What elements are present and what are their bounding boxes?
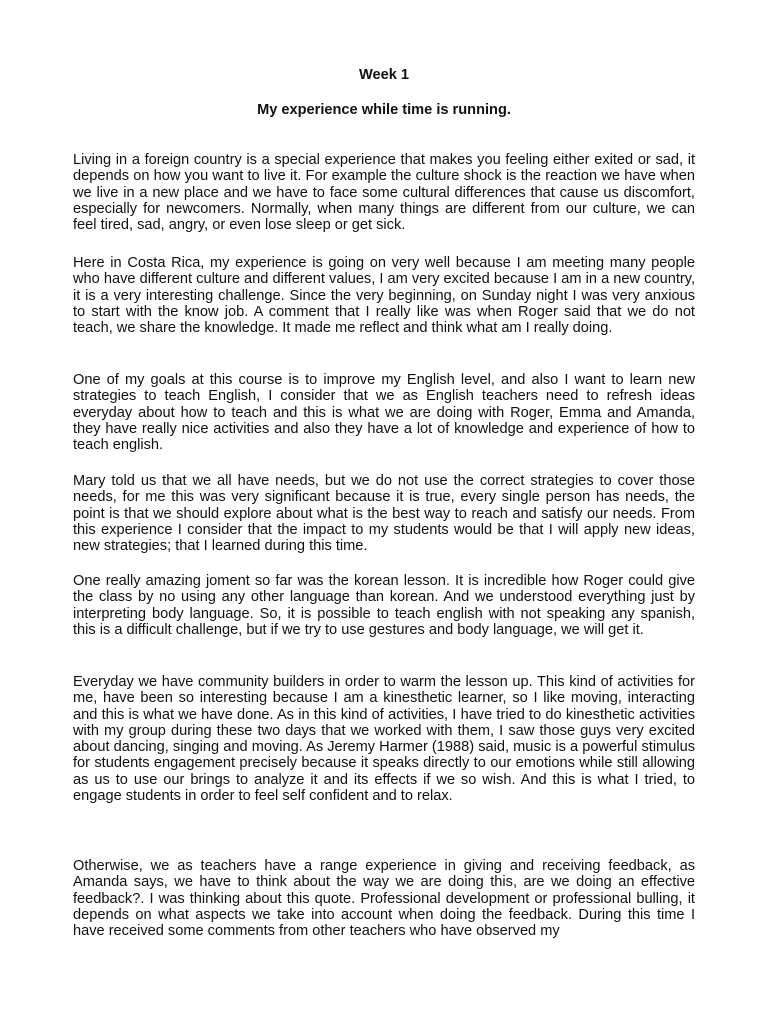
- paragraph-2: Here in Costa Rica, my experience is going on very well because I am meeting many people who have different culture and different values, I am very excited because I am in a new country, it is a very interesting challenge. Since the very beginning, on Sunday night I was very anxious to start with the know job. A comment that I really like was when Roger said that we do not teach, we share the knowledge. It made me reflect and think what am I really doing.: [73, 255, 695, 337]
- week-heading: Week 1: [358, 67, 410, 83]
- paragraph-5: One really amazing joment so far was the korean lesson. It is incredible how Roger could give the class by no using any other language than korean. And we understood everything just by interpreting body language. So, it is possible to teach english with not speaking any spanish, this is a difficult challenge, but if we try to use gestures and body language, we will get it.: [73, 573, 695, 638]
- page-title: My experience while time is running.: [257, 102, 511, 118]
- paragraph-7: Otherwise, we as teachers have a range experience in giving and receiving feedback, as Amanda says, we have to think about the way we are doing this, are we doing an effective feedback?. I was thinking about this quote. Professional development or professional bulling, it depends on what aspects we take into account when doing the feedback. During this time I have received some comments from other teachers who have observed my: [73, 858, 695, 940]
- paragraph-6: Everyday we have community builders in order to warm the lesson up. This kind of activities for me, have been so interesting because I am a kinesthetic learner, so I like moving, interacting and this is what we have done. As in this kind of activities, I have tried to do kinesthetic activities with my group during these two days that we worked with them, I saw those guys very excited about dancing, singing and moving. As Jeremy Harmer (1988) said, music is a powerful stimulus for students engagement precisely because it speaks directly to our emotions while still allowing as us to use our brings to analyze it and its effects if we so wish. And this is what I tried, to engage students in order to feel self confident and to relax.: [73, 674, 695, 805]
- paragraph-4: Mary told us that we all have needs, but we do not use the correct strategies to cover those needs, for me this was very significant because it is true, every single person has needs, the point is that we should explore about what is the best way to reach and satisfy our needs. From this experience I consider that the impact to my students would be that I will apply new ideas, new strategies; that I learned during this time.: [73, 473, 695, 555]
- paragraph-3: One of my goals at this course is to improve my English level, and also I want to learn new strategies to teach English, I consider that we as English teachers need to refresh ideas everyday about how to teach and this is what we are doing with Roger, Emma and Amanda, they have really nice activities and also they have a lot of knowledge and experience of how to teach english.: [73, 372, 695, 454]
- paragraph-1: Living in a foreign country is a special experience that makes you feeling either exited or sad, it depends on how you want to live it. For example the culture shock is the reaction we have when we live in a new place and we have to face some cultural differences that cause us discomfort, especially for newcomers. Normally, when many things are different from our culture, we can feel tired, sad, angry, or even lose sleep or get sick.: [73, 152, 695, 234]
